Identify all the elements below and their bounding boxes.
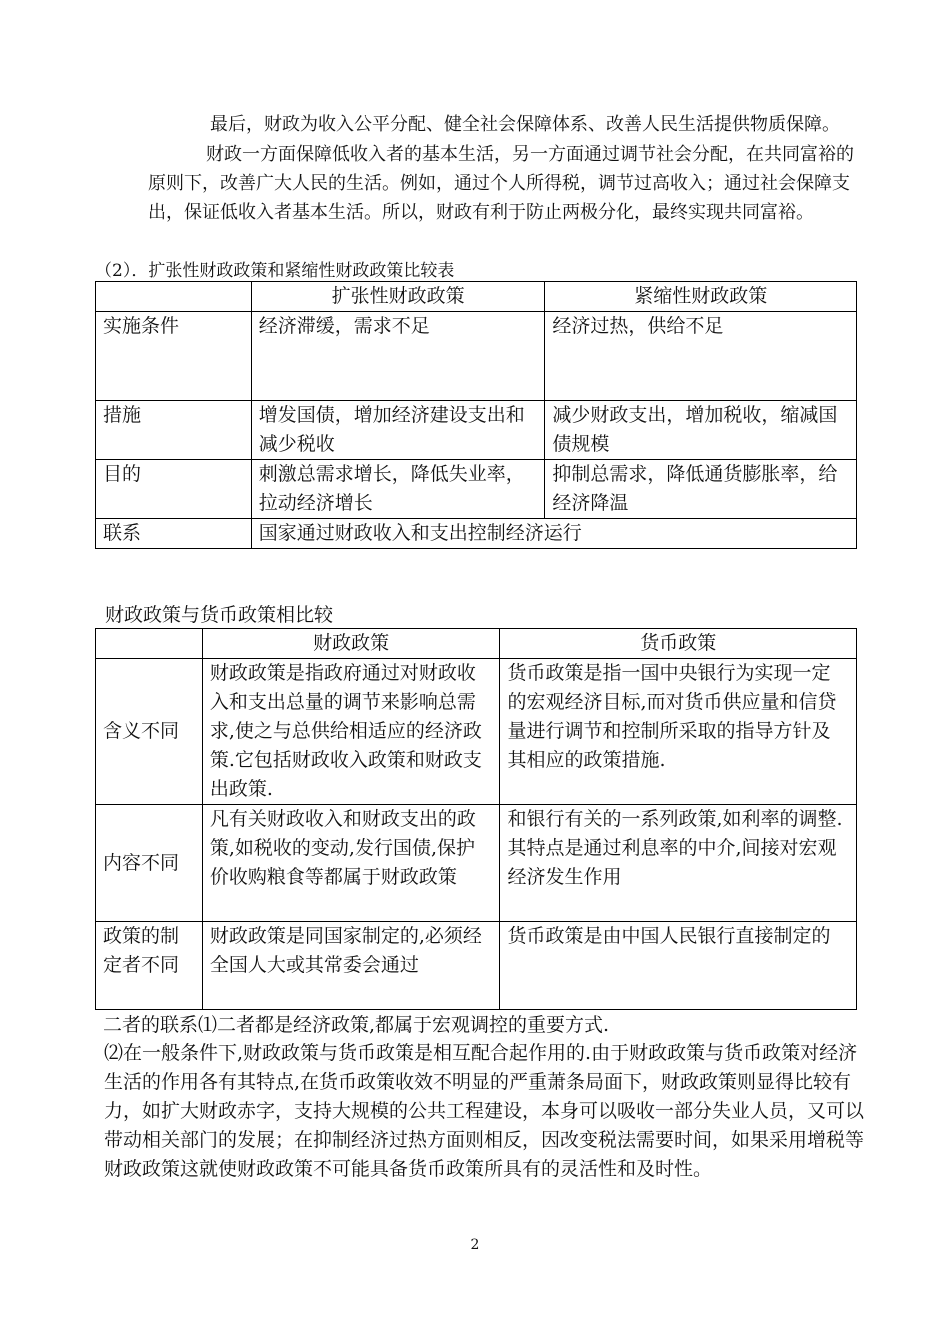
relation-point-1: 二者的联系⑴二者都是经济政策,都属于宏观调控的重要方式. <box>103 1014 610 1036</box>
header-cell: 货币政策 <box>500 629 857 659</box>
header-cell: 紧缩性财政政策 <box>545 282 857 312</box>
table-cell: 财政政策是指政府通过对财政收入和支出总量的调节来影响总需求,使之与总供给相适应的经济政策.它包括财政收入政策和财政支出政策. <box>202 659 500 805</box>
header-cell: 扩张性财政政策 <box>251 282 545 312</box>
table-cell: 凡有关财政收入和财政支出的政策,如税收的变动,发行国债,保护价收购粮食等都属于财政政策 <box>202 805 500 922</box>
row-label: 实施条件 <box>96 312 252 401</box>
table-row <box>96 401 857 460</box>
fiscal-vs-monetary-table <box>95 628 857 1010</box>
table-cell: 抑制总需求，降低通货膨胀率，给经济降温 <box>545 460 857 519</box>
table-cell: 财政政策是同国家制定的,必须经全国人大或其常委会通过 <box>202 922 500 1010</box>
table-header-row <box>96 629 857 659</box>
table-row <box>96 805 857 922</box>
header-cell <box>96 282 252 312</box>
table-cell: 货币政策是由中国人民银行直接制定的 <box>500 922 857 1010</box>
table-cell: 货币政策是指一国中央银行为实现一定的宏观经济目标,而对货币供应量和信贷量进行调节和控制所采取的指导方针及其相应的政策措施. <box>500 659 857 805</box>
header-cell <box>96 629 203 659</box>
table-cell: 经济过热，供给不足 <box>545 312 857 401</box>
table-row <box>96 312 857 401</box>
fiscal-policy-comparison-table <box>95 281 857 549</box>
page-number: 2 <box>470 1237 480 1253</box>
row-label: 措施 <box>96 401 252 460</box>
table-row <box>96 460 857 519</box>
header-cell: 财政政策 <box>202 629 500 659</box>
intro-paragraph-2: 财政一方面保障低收入者的基本生活，另一方面通过调节社会分配，在共同富裕的原则下，改善广大人民的生活。例如，通过个人所得税，调节过高收入；通过社会保障支出，保证低收入者基本生活。所以，财政有利于防止两极分化，最终实现共同富裕。 <box>148 144 854 223</box>
table-cell: 刺激总需求增长，降低失业率，拉动经济增长 <box>251 460 545 519</box>
table-cell: 和银行有关的一系列政策,如利率的调整.其特点是通过利息率的中介,间接对宏观经济发生作用 <box>500 805 857 922</box>
row-label: 政策的制定者不同 <box>96 922 203 1010</box>
table1-caption: （2）．扩张性财政政策和紧缩性财政政策比较表 <box>95 261 455 281</box>
row-label: 联系 <box>96 519 252 549</box>
table-header-row <box>96 282 857 312</box>
table-cell: 减少财政支出，增加税收，缩减国债规模 <box>545 401 857 460</box>
row-label: 内容不同 <box>96 805 203 922</box>
table-cell: 增发国债，增加经济建设支出和减少税收 <box>251 401 545 460</box>
table-row <box>96 922 857 1010</box>
table2-caption: 财政政策与货币政策相比较 <box>105 604 334 626</box>
row-label: 目的 <box>96 460 252 519</box>
table-row <box>96 659 857 805</box>
row-label: 含义不同 <box>96 659 203 805</box>
table-cell: 经济滞缓，需求不足 <box>251 312 545 401</box>
table-cell: 国家通过财政收入和支出控制经济运行 <box>251 519 856 549</box>
intro-paragraph-1: 最后，财政为收入公平分配、健全社会保障体系、改善人民生活提供物质保障。 <box>210 114 840 135</box>
relation-point-2: ⑵在一般条件下,财政政策与货币政策是相互配合起作用的.由于财政政策与货币政策对经济生活的作用各有其特点,在货币政策收效不明显的严重萧条局面下，财政政策则显得比较有力，如扩大财政赤字，支持大规模的公共工程建设，本身可以吸收一部分失业人员，又可以带动相关部门的发展；在抑制经济过热方面则相反，因改变税法需要时间，如果采用增税等财政政策这就使财政政策不可能具备货币政策所具有的灵活性和及时性。 <box>104 1042 865 1180</box>
table-row <box>96 519 857 549</box>
